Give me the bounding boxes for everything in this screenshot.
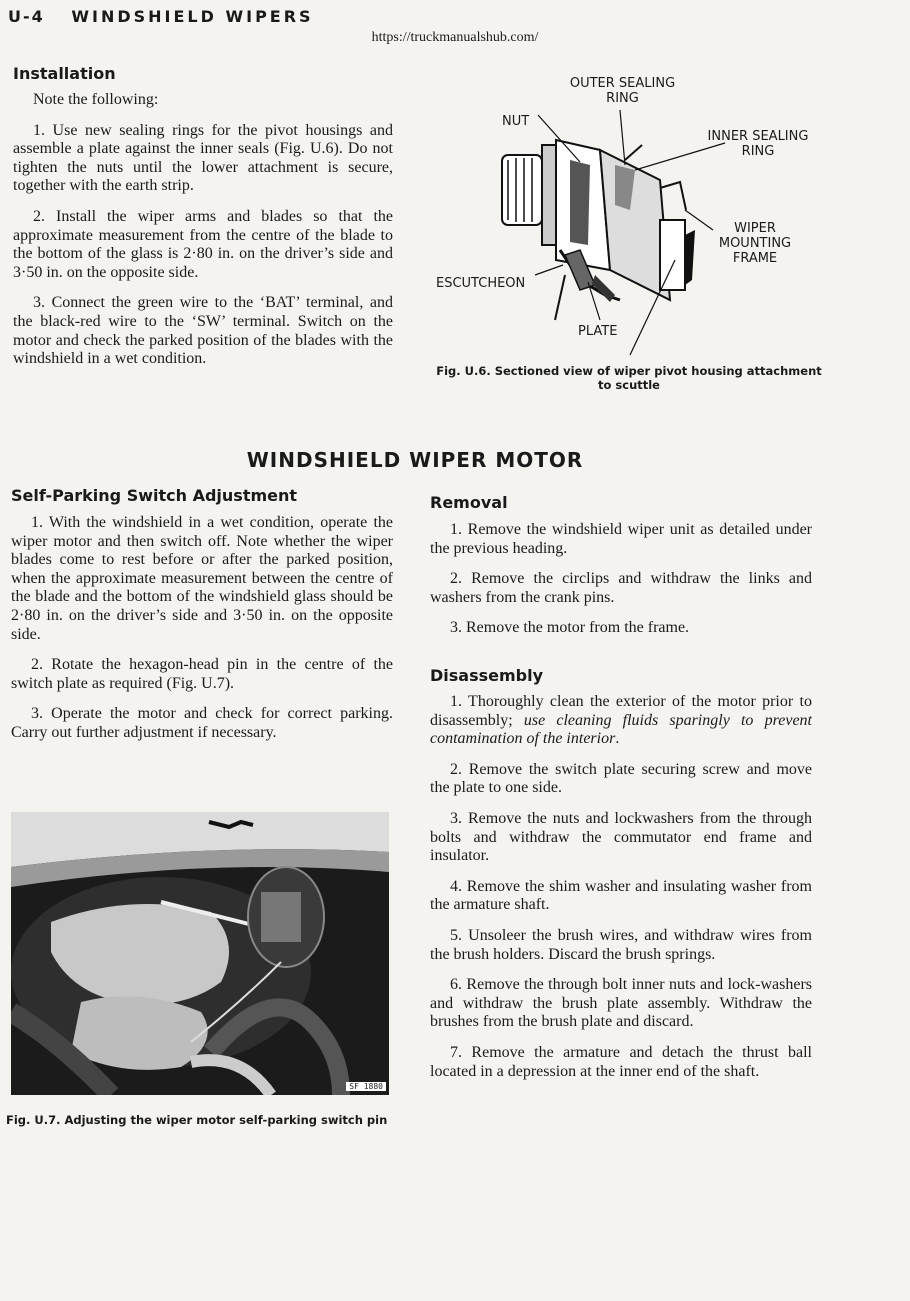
figure-u6-caption [434, 364, 824, 392]
disassembly-item: 5. Unsoleer the brush wires, and withdraw wires from the brush holders. Discard the brush springs. [430, 926, 812, 963]
self-parking-item: 2. Rotate the hexagon-head pin in the centre of the switch plate as required (Fig. U.7). [11, 656, 393, 692]
disassembly-heading: Disassembly [430, 666, 544, 685]
removal-item: 2. Remove the circlips and withdraw the links and washers from the crank pins. [430, 570, 812, 606]
housing-drawing [555, 140, 695, 320]
installation-intro: Note the following: [33, 91, 159, 108]
self-parking-heading: Self-Parking Switch Adjustment [11, 486, 298, 505]
disassembly-section [430, 666, 812, 1093]
disassembly-item: 7. Remove the armature and detach the thrust ball located in a depression at the inner end of the shaft. [430, 1043, 812, 1080]
removal-item: 1. Remove the windshield wiper unit as detailed under the previous heading. [430, 521, 812, 557]
figure-u6-caption-line: to scuttle [598, 378, 660, 392]
motor-adjustment-photo [11, 812, 389, 1095]
installation-item: 2. Install the wiper arms and blades so that the approximate measurement from the centre of the blade to the bottom of the glass is 2·80 in. on the driver’s side and 3·50 in. on the opposite side. [13, 207, 393, 281]
figure-u6-caption-line: Fig. U.6. Sectioned view of wiper pivot housing attachment [436, 364, 822, 378]
nut-drawing [502, 145, 556, 245]
self-parking-section [11, 486, 393, 755]
label-nut: NUT [502, 114, 530, 129]
label-inner-sealing-ring: INNER SEALING RING [707, 129, 809, 159]
figure-u7-caption: Fig. U.7. Adjusting the wiper motor self-parking switch pin [6, 1113, 388, 1127]
disassembly-item [430, 693, 812, 749]
removal-item: 3. Remove the motor from the frame. [450, 619, 690, 637]
installation-item: 3. Connect the green wire to the ‘BAT’ terminal, and the black-red wire to the ‘SW’ terminal. Switch on the motor and check the parked position of the blades with the windshield in a wet condition. [13, 294, 393, 368]
self-parking-item: 1. With the windshield in a wet condition, operate the wiper motor and then switch off. Note whether the wiper blades come to rest before or after the parked position, when the approximate measurement between the centre of the blade and the bottom of the windshield glass should be 2·80 in. on the driver’s side and 3·50 in. on the opposite side. [11, 514, 393, 643]
disassembly-item: 3. Remove the nuts and lockwashers from the through bolts and withdraw the commutator end frame and insulator. [430, 809, 812, 865]
figure-u7-photo [11, 812, 389, 1095]
figure-u7-ref: SF 1880 [346, 1082, 386, 1091]
pivot-housing-diagram [430, 70, 830, 370]
label-outer-sealing-ring: OUTER SEALING RING [569, 76, 676, 106]
figure-u6 [430, 70, 830, 390]
disassembly-item-italic: use cleaning fluids sparingly to prevent contamination of the interior [430, 711, 812, 748]
source-url[interactable]: https://truckmanualshub.com/ [371, 30, 539, 45]
disassembly-item: 4. Remove the shim washer and insulating washer from the armature shaft. [430, 877, 812, 914]
page-header [8, 7, 314, 26]
label-wiper-mounting-frame: WIPER MOUNTING FRAME [718, 221, 792, 266]
disassembly-item: 6. Remove the through bolt inner nuts and lock-washers and withdraw the brush plate assembly. Withdraw the brushes from the brush plate and discard. [430, 976, 812, 1031]
self-parking-item: 3. Operate the motor and check for correct parking. Carry out further adjustment if necessary. [11, 705, 393, 741]
section-title: WINDSHIELD WIPER MOTOR [246, 448, 584, 472]
removal-section [430, 493, 812, 650]
installation-section [13, 64, 393, 381]
installation-heading: Installation [13, 64, 116, 83]
disassembly-item-text: 1. Thoroughly clean the exterior of the motor prior to disassembly; [430, 693, 812, 729]
chapter-title: WINDSHIELD WIPERS [71, 7, 314, 26]
installation-item: 1. Use new sealing rings for the pivot housings and assemble a plate against the inner seals (Fig. U.6). Do not tighten the nuts until the lower attachment is secure, together with the earth strip. [13, 121, 393, 195]
disassembly-item: 2. Remove the switch plate securing screw and move the plate to one side. [430, 760, 812, 797]
disassembly-item-end: . [615, 730, 620, 748]
page-number: U-4 [8, 7, 45, 26]
label-escutcheon: ESCUTCHEON [436, 276, 526, 291]
label-plate: PLATE [578, 324, 618, 339]
removal-heading: Removal [430, 493, 508, 512]
